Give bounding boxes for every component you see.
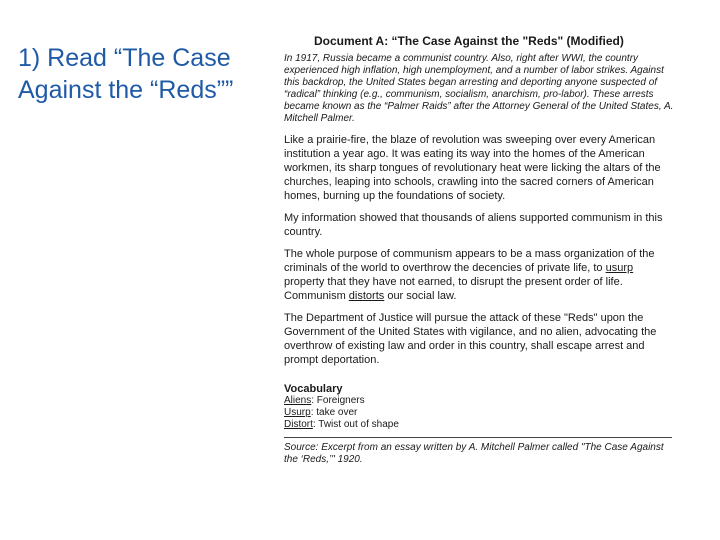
paragraph-3-text-c: our social law. xyxy=(384,290,457,302)
vocab-definition: : take over xyxy=(310,407,358,418)
excerpt-paragraph-3 xyxy=(284,247,676,303)
vocabulary-box xyxy=(284,383,676,431)
word-distorts: distorts xyxy=(348,290,385,302)
source-citation: Source: Excerpt from an essay written by A. Mitchell Palmer called "The Case Against the ‘Reds,’" 1920. xyxy=(284,442,664,465)
paragraph-3-text-b: property that they have not earned, to disrupt the present order of life. Communism xyxy=(284,276,623,302)
document-excerpt xyxy=(284,34,676,466)
excerpt-paragraph-1: Like a prairie-fire, the blaze of revolution was sweeping over every American institution a year ago. It was eating its way into the homes of the American workmen, its sharp tongues of revolutionary heat were licking the altars of the churches, leaping into schools, crawling into the sacred corners of American homes, burning up the foundations of society. xyxy=(284,134,661,202)
paragraph-3-text-a: The whole purpose of communism appears to be a mass organization of the criminals of the world to overthrow the decencies of private life, to xyxy=(284,248,655,274)
divider xyxy=(284,437,672,438)
vocab-definition: : Twist out of shape xyxy=(312,419,399,430)
vocab-item-distort xyxy=(284,419,676,431)
vocab-term: Usurp xyxy=(284,407,311,418)
vocab-definition: : Foreigners xyxy=(311,395,365,406)
vocab-item-aliens xyxy=(284,395,676,407)
word-usurp: usurp xyxy=(605,262,634,274)
excerpt-paragraph-2: My information showed that thousands of aliens supported communism in this country. xyxy=(284,212,663,238)
vocab-term: Distort xyxy=(284,419,313,430)
document-title: Document A: “The Case Against the "Reds" (Modified) xyxy=(314,34,624,48)
slide-title: 1) Read “The Case Against the “Reds”” xyxy=(18,44,234,104)
intro-paragraph: In 1917, Russia became a communist country. Also, right after WWI, the country experienced high inflation, high unemployment, and a number of labor strikes. Against this backdrop, the United States began arresting and deporting anyone suspected of “radical” thinking (e.g., communism, socialism, anarchism, pro-labor). These arrests became known as the “Palmer Raids” after the Attorney General of the United States, A. Mitchell Palmer. xyxy=(284,53,674,124)
excerpt-paragraph-4: The Department of Justice will pursue the attack of these "Reds" upon the Government of the United States with vigilance, and no alien, advocating the overthrow of existing law and order in this country, shall escape arrest and prompt deportation. xyxy=(284,312,657,366)
vocab-item-usurp xyxy=(284,407,676,419)
vocabulary-heading: Vocabulary xyxy=(284,383,343,395)
vocab-term: Aliens xyxy=(284,395,312,406)
